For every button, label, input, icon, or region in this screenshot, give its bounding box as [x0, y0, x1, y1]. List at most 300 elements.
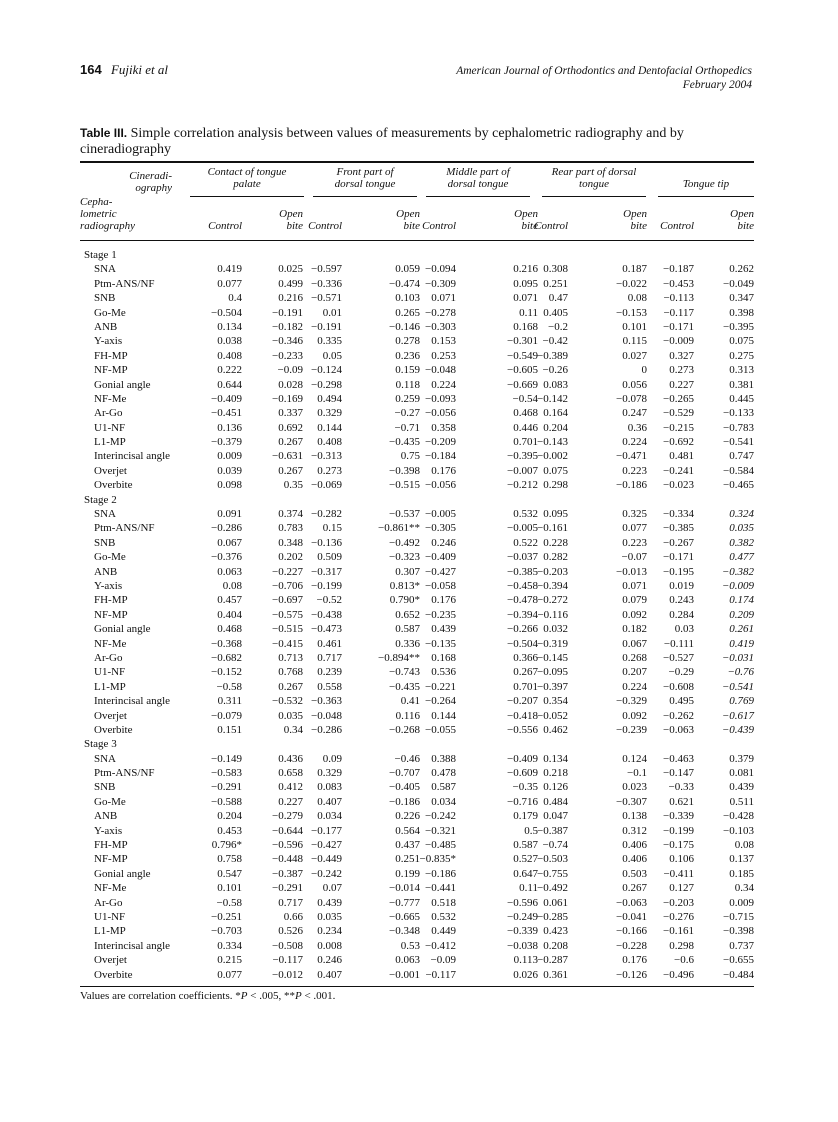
row-label: Y-axis — [94, 824, 123, 837]
cell-value: −0.428 — [723, 810, 754, 823]
cell-value: −0.515 — [389, 479, 420, 492]
cell-value: 0.136 — [217, 421, 242, 434]
cell-value: −0.166 — [616, 925, 647, 938]
cell-value: 0.647 — [513, 867, 538, 880]
cell-value: −0.395 — [723, 320, 754, 333]
cell-value: −0.048 — [425, 364, 456, 377]
table-row — [80, 406, 754, 420]
cell-value: 0.522 — [513, 536, 538, 549]
cell-value: 0.461 — [317, 637, 342, 650]
cell-value: 0.11 — [519, 882, 538, 895]
cell-value: 0.009 — [729, 896, 754, 909]
cell-value: 0.404 — [217, 608, 242, 621]
cell-value: −0.571 — [311, 292, 342, 305]
cell-value: 0.223 — [622, 464, 647, 477]
cell-value: 0.077 — [622, 522, 647, 535]
table-row — [80, 852, 754, 866]
cell-value: −0.095 — [537, 666, 568, 679]
cell-value: 0.419 — [217, 263, 242, 276]
cell-value: −0.527 — [663, 651, 694, 664]
table-row — [80, 694, 754, 708]
cell-value: −0.441 — [425, 882, 456, 895]
cell-value: −0.117 — [663, 306, 694, 319]
cell-value: 0.308 — [543, 263, 568, 276]
subheader-open-bite: Open bite — [623, 208, 647, 232]
row-label: Y-axis — [94, 335, 123, 348]
row-label: Go-Me — [94, 306, 126, 319]
cell-value: −0.29 — [668, 666, 694, 679]
cell-value: −0.136 — [311, 536, 342, 549]
cell-value: 0.324 — [729, 508, 754, 521]
row-label: Go-Me — [94, 551, 126, 564]
cell-value: 0.063 — [217, 565, 242, 578]
cell-value: −0.435 — [389, 680, 420, 693]
cell-value: −0.007 — [507, 464, 538, 477]
table-row — [80, 896, 754, 910]
running-authors: Fujiki et al — [110, 62, 168, 77]
table-row — [80, 392, 754, 406]
cell-value: −0.449 — [311, 853, 342, 866]
cell-value: −0.58 — [216, 680, 242, 693]
row-label: Gonial angle — [94, 378, 151, 391]
cell-value: −0.451 — [211, 407, 242, 420]
cell-value: −0.056 — [425, 407, 456, 420]
subheader-control: Control — [660, 220, 694, 232]
group-underline-5 — [658, 196, 754, 197]
cell-value: 0.091 — [217, 508, 242, 521]
cell-value: −0.069 — [311, 479, 342, 492]
cell-value: 0.267 — [278, 680, 303, 693]
cell-value: −0.1 — [627, 767, 647, 780]
cell-value: 0.379 — [729, 752, 754, 765]
cell-value: −0.605 — [507, 364, 538, 377]
cell-value: −0.74 — [542, 839, 568, 852]
cell-value: −0.063 — [663, 723, 694, 736]
cell-value: −0.471 — [616, 450, 647, 463]
cell-value: −0.608 — [663, 680, 694, 693]
row-label: SNA — [94, 263, 117, 276]
cell-value: −0.473 — [311, 623, 342, 636]
cell-value: −0.056 — [425, 479, 456, 492]
cell-value: 0.408 — [317, 436, 342, 449]
cell-value: 0.453 — [217, 824, 242, 837]
cell-value: −0.317 — [311, 565, 342, 578]
cell-value: 0.327 — [669, 349, 694, 362]
cell-value: 0.495 — [669, 695, 694, 708]
cell-value: −0.894** — [378, 651, 420, 664]
cell-value: −0.339 — [507, 925, 538, 938]
cell-value: 0.246 — [431, 536, 456, 549]
cell-value: −0.049 — [723, 277, 754, 290]
row-label: ANB — [94, 565, 118, 578]
table-row — [80, 507, 754, 521]
cell-value: −0.537 — [389, 508, 420, 521]
row-label: Gonial angle — [94, 867, 151, 880]
cell-value: −0.146 — [389, 320, 420, 333]
cell-value: 0.407 — [317, 968, 342, 981]
cell-value: 0.298 — [543, 479, 568, 492]
cell-value: 0.124 — [622, 752, 647, 765]
cell-value: −0.453 — [663, 277, 694, 290]
cell-value: −0.153 — [616, 306, 647, 319]
row-label: FH-MP — [94, 349, 128, 362]
cell-value: 0.747 — [729, 450, 754, 463]
cell-value: −0.07 — [621, 551, 647, 564]
cell-value: −0.233 — [272, 349, 303, 362]
cell-value: −0.376 — [211, 551, 242, 564]
cell-value: 0.335 — [317, 335, 342, 348]
group-header-1: Contact of tongue palate — [207, 166, 287, 190]
table-header-rule — [80, 240, 754, 241]
cell-value: −0.716 — [507, 795, 538, 808]
cell-value: −0.278 — [425, 306, 456, 319]
cell-value: 0.224 — [431, 378, 456, 391]
cell-value: 0.239 — [317, 666, 342, 679]
row-label: U1-NF — [94, 910, 126, 923]
cell-value: 0.262 — [729, 263, 754, 276]
cell-value: 0.228 — [543, 536, 568, 549]
cell-value: 0.098 — [217, 479, 242, 492]
row-label: Ptm-ANS/NF — [94, 767, 155, 780]
cell-value: −0.313 — [311, 450, 342, 463]
cell-value: 0.587 — [513, 839, 538, 852]
cell-value: −0.394 — [507, 608, 538, 621]
cell-value: 0.182 — [622, 623, 647, 636]
cell-value: −0.171 — [663, 320, 694, 333]
cell-value: −0.42 — [542, 335, 568, 348]
cell-value: −0.267 — [663, 536, 694, 549]
cell-value: −0.474 — [389, 277, 420, 290]
cell-value: 0.079 — [622, 594, 647, 607]
cell-value: −0.242 — [311, 867, 342, 880]
cell-value: 0.092 — [622, 709, 647, 722]
cell-value: 0.445 — [729, 392, 754, 405]
cell-value: 0.47 — [548, 292, 568, 305]
cell-value: −0.387 — [272, 867, 303, 880]
cell-value: 0.224 — [622, 436, 647, 449]
table-row — [80, 809, 754, 823]
cell-value: 0.499 — [278, 277, 303, 290]
row-label: Overjet — [94, 709, 127, 722]
row-label: L1-MP — [94, 436, 126, 449]
cell-value: 0.168 — [513, 320, 538, 333]
cell-value: −0.048 — [311, 709, 342, 722]
cell-value: −0.143 — [537, 436, 568, 449]
cell-value: 0.081 — [729, 767, 754, 780]
cell-value: 0.325 — [622, 508, 647, 521]
running-header-left — [80, 62, 168, 78]
cell-value: −0.415 — [272, 637, 303, 650]
cell-value: 0.412 — [278, 781, 303, 794]
cell-value: −0.002 — [537, 450, 568, 463]
cell-value: −0.398 — [389, 464, 420, 477]
cell-value: −0.276 — [663, 910, 694, 923]
cell-value: 0.01 — [322, 306, 342, 319]
row-label: Y-axis — [94, 579, 123, 592]
cell-value: −0.54 — [512, 392, 538, 405]
cell-value: −0.835* — [419, 853, 456, 866]
cell-value: −0.596 — [272, 839, 303, 852]
footnote-p1: P — [240, 990, 248, 1002]
cell-value: −0.078 — [616, 392, 647, 405]
cell-value: −0.492 — [389, 536, 420, 549]
cell-value: −0.309 — [425, 277, 456, 290]
cell-value: 0.067 — [217, 536, 242, 549]
cell-value: 0.216 — [278, 292, 303, 305]
cell-value: 0.101 — [622, 320, 647, 333]
cell-value: 0.484 — [543, 795, 568, 808]
cell-value: −0.541 — [723, 436, 754, 449]
cell-value: 0.509 — [317, 551, 342, 564]
cell-value: 0.769 — [729, 695, 754, 708]
cell-value: −0.438 — [311, 608, 342, 621]
row-label: Go-Me — [94, 795, 126, 808]
cell-value: −0.186 — [425, 867, 456, 880]
row-label: Gonial angle — [94, 623, 151, 636]
cell-value: 0.199 — [395, 867, 420, 880]
table-top-rule — [80, 161, 754, 163]
cell-value: 0.05 — [322, 349, 342, 362]
table-row — [80, 622, 754, 636]
table-row — [80, 593, 754, 607]
cell-value: −0.394 — [537, 579, 568, 592]
cell-value: 0.227 — [669, 378, 694, 391]
cell-value: 0.236 — [395, 349, 420, 362]
cell-value: 0.41 — [400, 695, 420, 708]
cell-value: 0.075 — [729, 335, 754, 348]
table-row — [80, 349, 754, 363]
cell-value: 0.354 — [543, 695, 568, 708]
cell-value: −0.556 — [507, 723, 538, 736]
cell-value: 0.222 — [217, 364, 242, 377]
cell-value: 0.179 — [513, 810, 538, 823]
cell-value: 0.07 — [322, 882, 342, 895]
cell-value: 0.223 — [622, 536, 647, 549]
cell-value: 0.398 — [729, 306, 754, 319]
cell-value: −0.669 — [507, 378, 538, 391]
cell-value: −0.27 — [394, 407, 420, 420]
cell-value: −0.427 — [311, 839, 342, 852]
cell-value: −0.363 — [311, 695, 342, 708]
cell-value: 0.717 — [278, 896, 303, 909]
table-caption — [80, 125, 760, 158]
cell-value: −0.203 — [537, 565, 568, 578]
cell-value: −0.529 — [663, 407, 694, 420]
cell-value: 0.468 — [513, 407, 538, 420]
table-label: Table III. — [80, 126, 128, 140]
cell-value: 0.083 — [317, 781, 342, 794]
cell-value: 0.144 — [431, 709, 456, 722]
table-row — [80, 680, 754, 694]
cell-value: −0.508 — [272, 939, 303, 952]
cell-value: −0.241 — [663, 464, 694, 477]
table-row — [80, 867, 754, 881]
cell-value: 0.273 — [317, 464, 342, 477]
cell-value: 0.025 — [278, 263, 303, 276]
cell-value: 0.251 — [543, 277, 568, 290]
cell-value: 0.621 — [669, 795, 694, 808]
cell-value: 0.056 — [622, 378, 647, 391]
cell-value: 0.53 — [400, 939, 420, 952]
cell-value: −0.182 — [272, 320, 303, 333]
cell-value: −0.103 — [723, 824, 754, 837]
group-underline-2 — [313, 196, 417, 197]
row-label: ANB — [94, 810, 118, 823]
cell-value: −0.038 — [507, 939, 538, 952]
row-label: Ptm-ANS/NF — [94, 277, 155, 290]
table-row — [80, 881, 754, 895]
cell-value: −0.427 — [425, 565, 456, 578]
table-row — [80, 752, 754, 766]
cell-value: −0.71 — [394, 421, 420, 434]
cell-value: −0.135 — [425, 637, 456, 650]
table-row — [80, 780, 754, 794]
cell-value: −0.504 — [507, 637, 538, 650]
cell-value: −0.439 — [721, 723, 754, 736]
table-row — [80, 449, 754, 463]
cell-value: −0.009 — [721, 579, 754, 592]
cell-value: 0.187 — [622, 263, 647, 276]
cell-value: 0.446 — [513, 421, 538, 434]
table-row — [80, 464, 754, 478]
cell-value: 0.439 — [317, 896, 342, 909]
cell-value: −0.861** — [378, 522, 420, 535]
cell-value: 0.176 — [431, 594, 456, 607]
cell-value: 0.4 — [228, 292, 242, 305]
cell-value: −0.541 — [721, 680, 754, 693]
cell-value: −0.117 — [272, 954, 303, 967]
cell-value: 0.358 — [431, 421, 456, 434]
cell-value: 0.009 — [217, 450, 242, 463]
cell-value: 0.439 — [729, 781, 754, 794]
cell-value: −0.041 — [616, 910, 647, 923]
cell-value: 0.106 — [669, 853, 694, 866]
table-body — [80, 248, 754, 982]
cell-value: −0.707 — [389, 767, 420, 780]
cell-value: −0.009 — [663, 335, 694, 348]
cell-value: 0.261 — [729, 623, 754, 636]
cell-value: 0.063 — [395, 954, 420, 967]
cell-value: 0.115 — [622, 335, 647, 348]
table-caption-text: Simple correlation analysis between values of measurements by cephalometric radiography and by cineradiography — [80, 126, 684, 157]
table-row — [80, 363, 754, 377]
row-label: ANB — [94, 320, 118, 333]
cell-value: 0.312 — [622, 824, 647, 837]
cell-value: −0.418 — [507, 709, 538, 722]
cell-value: 0.176 — [622, 954, 647, 967]
cell-value: 0.298 — [669, 939, 694, 952]
cell-value: 0.253 — [431, 349, 456, 362]
cell-value: −0.35 — [512, 781, 538, 794]
group-underline-4 — [542, 196, 646, 197]
cell-value: 0.224 — [622, 680, 647, 693]
cell-value: 0.071 — [622, 579, 647, 592]
table-row — [80, 478, 754, 492]
cell-value: −0.09 — [277, 364, 303, 377]
cell-value: 0.337 — [278, 407, 303, 420]
group-header-2: Front part of dorsal tongue — [334, 166, 396, 190]
row-label: L1-MP — [94, 925, 126, 938]
stage-label: Stage 3 — [84, 738, 117, 751]
cell-value: 0.101 — [217, 882, 242, 895]
cell-value: 0.137 — [729, 853, 754, 866]
cell-value: −0.395 — [507, 450, 538, 463]
cell-value: 0 — [641, 364, 647, 377]
cell-value: −0.184 — [425, 450, 456, 463]
cell-value: 0.028 — [278, 378, 303, 391]
cell-value: −0.268 — [389, 723, 420, 736]
cell-value: 0.047 — [543, 810, 568, 823]
cell-value: 0.035 — [278, 709, 303, 722]
cell-value: −0.478 — [507, 594, 538, 607]
cell-value: 0.36 — [627, 421, 647, 434]
cell-value: 0.227 — [278, 795, 303, 808]
cell-value: −0.465 — [723, 479, 754, 492]
cell-value: −0.583 — [211, 767, 242, 780]
cell-value: −0.228 — [616, 939, 647, 952]
cell-value: 0.164 — [543, 407, 568, 420]
cell-value: 0.796* — [211, 839, 242, 852]
cell-value: 0.713 — [278, 651, 303, 664]
cell-value: 0.419 — [729, 637, 754, 650]
cell-value: 0.071 — [513, 292, 538, 305]
cell-value: 0.437 — [395, 839, 420, 852]
cell-value: −0.209 — [425, 436, 456, 449]
cell-value: 0.153 — [431, 335, 456, 348]
cell-value: −0.588 — [211, 795, 242, 808]
cell-value: −0.037 — [507, 551, 538, 564]
cell-value: −0.703 — [211, 925, 242, 938]
cell-value: −0.147 — [663, 767, 694, 780]
cell-value: −0.249 — [507, 910, 538, 923]
cell-value: −0.6 — [674, 954, 694, 967]
cell-value: 0.407 — [317, 795, 342, 808]
cell-value: −0.706 — [272, 579, 303, 592]
running-header-right — [456, 64, 752, 92]
row-label: U1-NF — [94, 666, 126, 679]
cell-value: −0.448 — [272, 853, 303, 866]
row-label: Interincisal angle — [94, 450, 171, 463]
cell-value: 0.126 — [543, 781, 568, 794]
cell-value: 0.382 — [729, 536, 754, 549]
cell-value: −0.287 — [537, 954, 568, 967]
cell-value: −0.272 — [537, 594, 568, 607]
cell-value: −0.368 — [211, 637, 242, 650]
cell-value: 0.243 — [669, 594, 694, 607]
table-row — [80, 824, 754, 838]
cell-value: −0.117 — [425, 968, 456, 981]
cell-value: −0.2 — [548, 320, 568, 333]
cell-value: 0.558 — [317, 680, 342, 693]
cell-value: 0.071 — [431, 292, 456, 305]
cell-value: 0.03 — [674, 623, 694, 636]
cell-value: −0.063 — [616, 896, 647, 909]
cell-value: −0.094 — [425, 263, 456, 276]
cell-value: 0.168 — [431, 651, 456, 664]
table-row — [80, 795, 754, 809]
cell-value: −0.492 — [537, 882, 568, 895]
cell-value: 0.144 — [317, 421, 342, 434]
cell-value: −0.412 — [425, 939, 456, 952]
cell-value: 0.207 — [622, 666, 647, 679]
cell-value: −0.012 — [272, 968, 303, 981]
cell-value: −0.022 — [616, 277, 647, 290]
cell-value: 0.644 — [217, 378, 242, 391]
cell-value: −0.264 — [425, 695, 456, 708]
cell-value: 0.026 — [513, 968, 538, 981]
cell-value: −0.175 — [663, 839, 694, 852]
cell-value: 0.701 — [513, 436, 538, 449]
